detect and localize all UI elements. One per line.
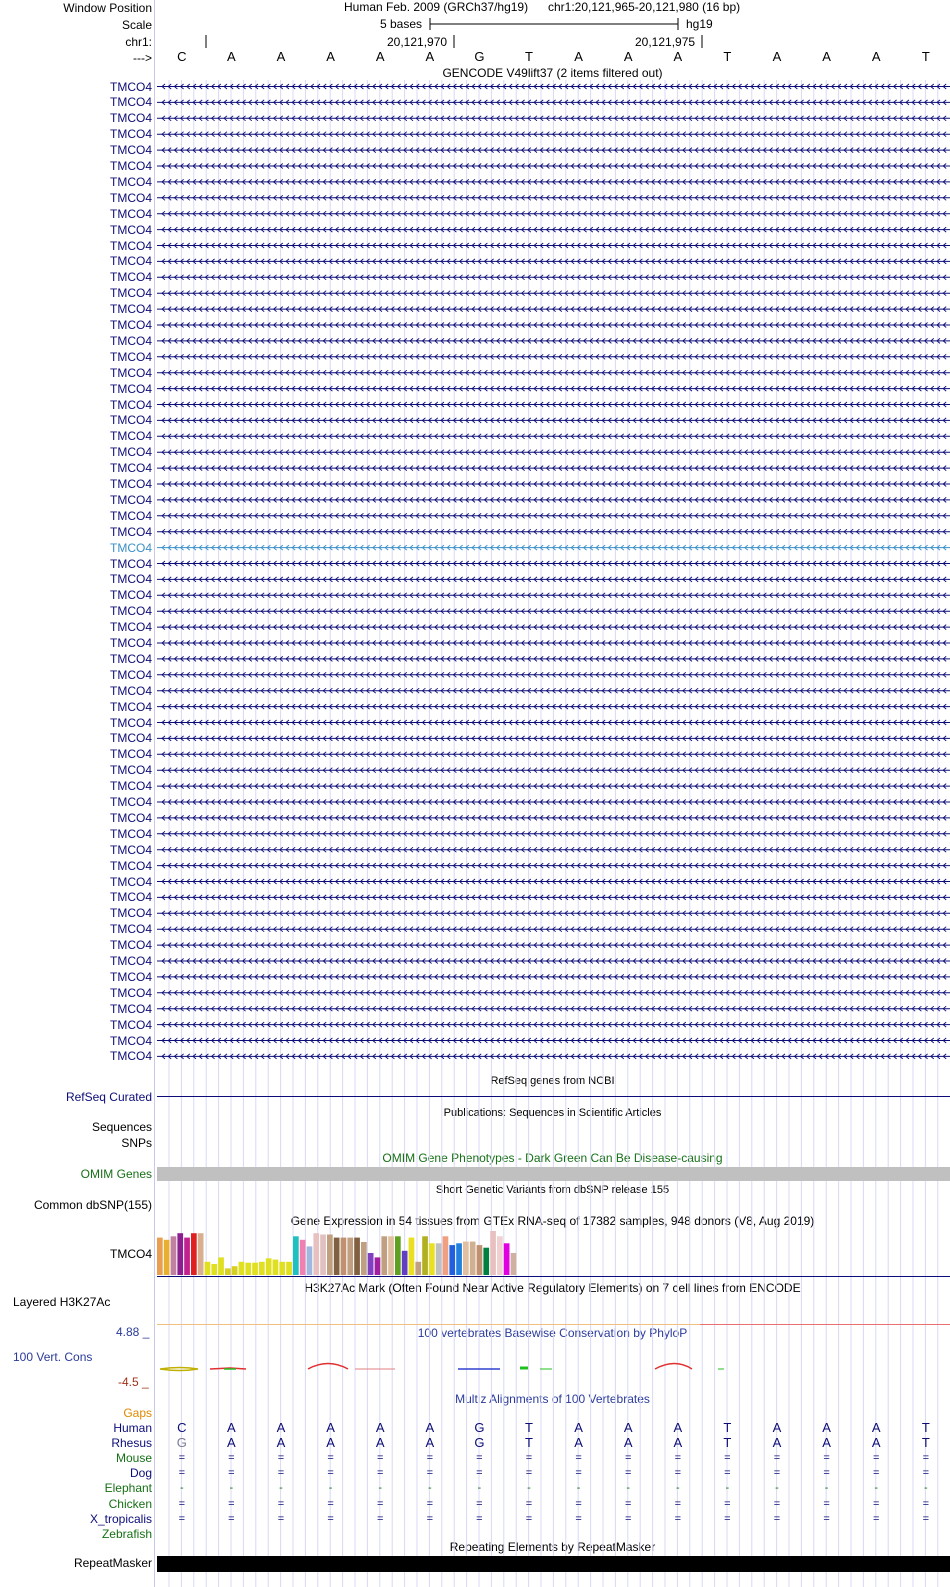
gencode-gene-label[interactable]: TMCO4: [110, 397, 152, 412]
multiz-gap-mark: -: [626, 1482, 631, 1495]
multiz-match-mark: =: [773, 1512, 781, 1525]
multiz-match-mark: =: [724, 1497, 731, 1510]
multiz-match-mark: =: [674, 1452, 682, 1465]
gencode-gene-label[interactable]: TMCO4: [110, 127, 152, 142]
assembly-text: Human Feb. 2009 (GRCh37/hg19): [344, 0, 529, 14]
multiz-base: A: [326, 1420, 335, 1435]
multiz-species-label[interactable]: X_tropicalis: [89, 1511, 152, 1526]
multiz-match-mark: =: [476, 1512, 483, 1525]
multiz-match-mark: =: [178, 1467, 186, 1480]
gencode-gene-label[interactable]: TMCO4: [110, 461, 152, 476]
multiz-match-mark: =: [525, 1452, 533, 1465]
multiz-match-mark: =: [426, 1467, 434, 1480]
dbsnp-label[interactable]: Common dbSNP(155): [33, 1198, 152, 1212]
multiz-base: G: [176, 1435, 187, 1451]
reference-base: C: [177, 49, 187, 64]
h3k27ac-label[interactable]: Layered H3K27Ac: [13, 1295, 111, 1309]
omim-label[interactable]: OMIM Genes: [80, 1167, 152, 1181]
gencode-gene-label[interactable]: TMCO4: [110, 190, 152, 205]
chrom-label: chr1:: [125, 35, 152, 49]
gencode-gene-label[interactable]: TMCO4: [110, 445, 152, 460]
multiz-gap-mark: -: [229, 1482, 234, 1495]
multiz-species-label[interactable]: Chicken: [108, 1496, 152, 1511]
gencode-gene-label[interactable]: TMCO4: [110, 524, 152, 539]
tick-label-2: 20,121,975: [635, 35, 696, 49]
multiz-base: A: [623, 1435, 633, 1451]
gencode-gene-label[interactable]: TMCO4: [110, 938, 152, 953]
multiz-species-label[interactable]: Human: [113, 1421, 152, 1435]
multiz-base: A: [673, 1435, 683, 1451]
multiz-match-mark: =: [376, 1467, 384, 1480]
reference-base: A: [673, 49, 683, 64]
multiz-base: T: [525, 1435, 533, 1451]
repeatmasker-label[interactable]: RepeatMasker: [73, 1556, 152, 1570]
multiz-gap-mark: -: [725, 1482, 730, 1495]
multiz-base: A: [227, 1435, 236, 1451]
gtex-title[interactable]: Gene Expression in 54 tissues from GTEx RNA-seq of 17382 samples, 948 donors (V8, Aug 2019): [290, 1214, 815, 1228]
reference-base: A: [623, 49, 633, 64]
gencode-gene-label[interactable]: TMCO4: [110, 667, 152, 682]
phylop-min-label: -4.5 _: [118, 1375, 149, 1389]
gencode-gene-label[interactable]: TMCO4: [110, 874, 152, 889]
gencode-gene-label[interactable]: TMCO4: [110, 731, 152, 746]
phylop-max-label: 4.88 _: [116, 1325, 150, 1339]
multiz-match-mark: =: [327, 1497, 334, 1510]
reference-base: A: [772, 49, 782, 64]
multiz-base: A: [276, 1435, 286, 1451]
multiz-species-label[interactable]: Elephant: [104, 1481, 152, 1496]
multiz-species-label[interactable]: Mouse: [115, 1451, 152, 1466]
multiz-gap-mark: -: [675, 1482, 680, 1495]
multiz-match-mark: =: [277, 1512, 285, 1525]
multiz-base: G: [474, 1420, 485, 1435]
gencode-gene-label[interactable]: TMCO4: [110, 572, 152, 587]
multiz-base: A: [772, 1420, 782, 1435]
gtex-label[interactable]: TMCO4: [110, 1247, 152, 1261]
gencode-gene-label[interactable]: TMCO4: [110, 302, 152, 317]
window-position-label: Window Position: [63, 1, 152, 15]
reference-base: T: [525, 49, 533, 64]
refseq-label[interactable]: RefSeq Curated: [65, 1090, 152, 1104]
gencode-gene-label[interactable]: TMCO4: [110, 238, 152, 253]
gencode-gene-label[interactable]: TMCO4: [110, 95, 152, 110]
gencode-gene-label[interactable]: TMCO4: [110, 699, 152, 714]
multiz-base: A: [375, 1420, 385, 1435]
multiz-gap-mark: -: [527, 1482, 531, 1495]
multiz-match-mark: =: [426, 1497, 434, 1510]
gencode-gene-label[interactable]: TMCO4: [110, 174, 152, 189]
multiz-gaps-label[interactable]: Gaps: [123, 1406, 152, 1420]
gencode-gene-label[interactable]: TMCO4: [110, 286, 152, 301]
multiz-base: T: [921, 1420, 930, 1435]
multiz-base: T: [723, 1435, 732, 1451]
scale-label: Scale: [121, 18, 152, 32]
h3k27ac-title[interactable]: H3K27Ac Mark (Often Found Near Active Regulatory Elements) on 7 cell lines from ENCODE: [304, 1281, 801, 1295]
multiz-match-mark: =: [575, 1512, 582, 1525]
reference-base: A: [871, 49, 881, 64]
gencode-gene-label[interactable]: TMCO4: [110, 540, 152, 555]
reference-base: A: [326, 49, 335, 64]
multiz-match-mark: =: [872, 1467, 880, 1480]
multiz-match-mark: =: [922, 1452, 930, 1465]
multiz-match-mark: =: [376, 1512, 384, 1525]
gencode-gene-label[interactable]: TMCO4: [110, 333, 152, 348]
multiz-gap-mark: -: [328, 1482, 333, 1495]
multiz-match-mark: =: [624, 1467, 632, 1480]
multiz-base: C: [177, 1420, 187, 1435]
multiz-match-mark: =: [327, 1467, 334, 1480]
multiz-match-mark: =: [724, 1467, 731, 1480]
multiz-match-mark: =: [922, 1467, 930, 1480]
multiz-match-mark: =: [327, 1512, 334, 1525]
multiz-match-mark: =: [823, 1512, 830, 1525]
gencode-gene-label[interactable]: TMCO4: [110, 588, 152, 603]
reference-base: A: [227, 49, 236, 64]
multiz-match-mark: =: [823, 1452, 830, 1465]
gencode-gene-label[interactable]: TMCO4: [110, 556, 152, 571]
multiz-base: A: [772, 1435, 782, 1451]
gencode-gene-label[interactable]: TMCO4: [110, 826, 152, 841]
gencode-gene-label[interactable]: TMCO4: [110, 429, 152, 444]
multiz-gap-mark: -: [824, 1482, 829, 1495]
multiz-match-mark: =: [624, 1512, 632, 1525]
multiz-gap-mark: -: [179, 1482, 184, 1495]
scale-db: hg19: [686, 17, 713, 31]
multiz-match-mark: =: [922, 1512, 930, 1525]
multiz-match-mark: =: [525, 1497, 533, 1510]
gencode-gene-label[interactable]: TMCO4: [110, 620, 152, 635]
multiz-match-mark: =: [624, 1497, 632, 1510]
gencode-gene-label[interactable]: TMCO4: [110, 810, 152, 825]
multiz-species-label[interactable]: Dog: [129, 1466, 152, 1481]
multiz-base: A: [425, 1420, 435, 1435]
multiz-match-mark: =: [228, 1467, 235, 1480]
gencode-gene-label[interactable]: TMCO4: [110, 1033, 152, 1048]
multiz-match-mark: =: [376, 1497, 384, 1510]
gencode-gene-label[interactable]: TMCO4: [110, 906, 152, 921]
multiz-match-mark: =: [525, 1467, 533, 1480]
publications-title[interactable]: Publications: Sequences in Scientific Articles: [443, 1107, 662, 1119]
gencode-gene-label[interactable]: TMCO4: [110, 381, 152, 396]
multiz-gap-mark: -: [874, 1482, 879, 1495]
multiz-match-mark: =: [823, 1497, 830, 1510]
multiz-match-mark: =: [476, 1497, 483, 1510]
multiz-base: A: [871, 1435, 881, 1451]
gencode-gene-label[interactable]: TMCO4: [110, 795, 152, 809]
gencode-gene-label[interactable]: TMCO4: [110, 683, 152, 698]
gencode-gene-label[interactable]: TMCO4: [110, 1001, 152, 1016]
gencode-gene-label[interactable]: TMCO4: [110, 508, 152, 523]
multiz-match-mark: =: [376, 1452, 384, 1465]
gencode-gene-label[interactable]: TMCO4: [110, 492, 152, 507]
multiz-match-mark: =: [327, 1452, 334, 1465]
multiz-match-mark: =: [724, 1512, 731, 1525]
multiz-match-mark: =: [228, 1497, 235, 1510]
multiz-match-mark: =: [922, 1497, 930, 1510]
refseq-title[interactable]: RefSeq genes from NCBI: [490, 1075, 615, 1087]
multiz-base: A: [822, 1435, 831, 1451]
multiz-base: A: [574, 1420, 583, 1435]
phylop-label[interactable]: 100 Vert. Cons: [13, 1350, 93, 1364]
gencode-gene-label[interactable]: TMCO4: [110, 270, 152, 285]
multiz-base: A: [375, 1435, 385, 1451]
multiz-match-mark: =: [476, 1452, 483, 1465]
multiz-match-mark: =: [525, 1512, 533, 1525]
gencode-gene-label[interactable]: TMCO4: [110, 985, 152, 1000]
multiz-match-mark: =: [178, 1512, 186, 1525]
reference-base: A: [276, 49, 286, 64]
gencode-gene-label[interactable]: TMCO4: [110, 969, 152, 984]
multiz-species-label[interactable]: Rhesus: [111, 1436, 152, 1451]
multiz-match-mark: =: [277, 1497, 285, 1510]
multiz-base: A: [425, 1435, 435, 1451]
multiz-base: T: [525, 1420, 533, 1435]
scale-text: 5 bases: [380, 17, 423, 31]
gencode-gene-label[interactable]: TMCO4: [110, 858, 152, 873]
multiz-match-mark: =: [277, 1452, 285, 1465]
multiz-match-mark: =: [426, 1452, 434, 1465]
gencode-gene-label[interactable]: TMCO4: [110, 413, 152, 428]
reference-base: A: [425, 49, 435, 64]
multiz-gap-mark: -: [477, 1482, 482, 1495]
gencode-gene-label[interactable]: TMCO4: [110, 79, 152, 94]
multiz-base: A: [673, 1420, 683, 1435]
gencode-gene-label[interactable]: TMCO4: [110, 636, 152, 650]
gencode-gene-label[interactable]: TMCO4: [110, 206, 152, 221]
gencode-gene-label[interactable]: TMCO4: [110, 365, 152, 380]
gencode-gene-label[interactable]: TMCO4: [110, 890, 152, 905]
multiz-match-mark: =: [674, 1512, 682, 1525]
multiz-base: A: [574, 1435, 583, 1451]
gencode-gene-label[interactable]: TMCO4: [110, 604, 152, 619]
multiz-match-mark: =: [178, 1452, 186, 1465]
reference-base: A: [574, 49, 583, 64]
gencode-gene-label[interactable]: TMCO4: [110, 254, 152, 269]
multiz-gap-mark: -: [923, 1482, 928, 1495]
multiz-match-mark: =: [872, 1497, 880, 1510]
gencode-gene-label[interactable]: TMCO4: [110, 143, 152, 158]
omim-title[interactable]: OMIM Gene Phenotypes - Dark Green Can Be Disease-causing: [382, 1151, 723, 1165]
gencode-gene-label[interactable]: TMCO4: [110, 222, 152, 237]
multiz-match-mark: =: [674, 1497, 682, 1510]
gencode-gene-label[interactable]: TMCO4: [110, 159, 152, 173]
gencode-gene-label[interactable]: TMCO4: [110, 779, 152, 794]
publications-label-sequences[interactable]: Sequences: [91, 1120, 152, 1134]
multiz-base: A: [227, 1420, 236, 1435]
reference-base: T: [921, 49, 930, 64]
multiz-match-mark: =: [872, 1452, 880, 1465]
multiz-base: G: [474, 1435, 485, 1451]
multiz-match-mark: =: [674, 1467, 682, 1480]
multiz-match-mark: =: [575, 1452, 582, 1465]
dbsnp-title[interactable]: Short Genetic Variants from dbSNP release 155: [435, 1184, 670, 1196]
gencode-gene-label[interactable]: TMCO4: [110, 747, 152, 762]
phylop-title[interactable]: 100 vertebrates Basewise Conservation by PhyloP: [417, 1326, 688, 1340]
multiz-base: A: [871, 1420, 881, 1435]
reference-base: G: [474, 49, 485, 64]
multiz-gap-mark: -: [378, 1482, 383, 1495]
multiz-match-mark: =: [823, 1467, 830, 1480]
multiz-match-mark: =: [476, 1467, 483, 1480]
multiz-gap-mark: -: [775, 1482, 779, 1495]
gencode-title[interactable]: GENCODE V49lift37 (2 items filtered out): [442, 66, 663, 80]
gencode-gene-label[interactable]: TMCO4: [110, 922, 152, 937]
tick-label-1: 20,121,970: [387, 35, 448, 49]
gencode-gene-label[interactable]: TMCO4: [110, 111, 152, 126]
multiz-gap-mark: -: [576, 1482, 581, 1495]
publications-label-snps[interactable]: SNPs: [121, 1136, 152, 1150]
multiz-match-mark: =: [178, 1497, 186, 1510]
multiz-gap-mark: -: [279, 1482, 283, 1495]
multiz-match-mark: =: [773, 1467, 781, 1480]
gencode-gene-label[interactable]: TMCO4: [110, 477, 152, 491]
multiz-title[interactable]: Multiz Alignments of 100 Vertebrates: [455, 1392, 650, 1406]
reference-base: T: [723, 49, 732, 64]
multiz-base: A: [276, 1420, 286, 1435]
gencode-gene-label[interactable]: TMCO4: [110, 651, 152, 666]
reference-base: A: [822, 49, 831, 64]
gencode-gene-label[interactable]: TMCO4: [110, 1049, 152, 1064]
position-text: chr1:20,121,965-20,121,980 (16 bp): [548, 0, 741, 14]
repeatmasker-title[interactable]: Repeating Elements by RepeatMasker: [449, 1540, 656, 1554]
gencode-gene-label[interactable]: TMCO4: [110, 954, 152, 968]
gencode-gene-label[interactable]: TMCO4: [110, 763, 152, 778]
multiz-match-mark: =: [773, 1452, 781, 1465]
multiz-match-mark: =: [773, 1497, 781, 1510]
gencode-gene-label[interactable]: TMCO4: [110, 349, 152, 364]
multiz-match-mark: =: [228, 1452, 235, 1465]
strand-label: --->: [133, 51, 152, 65]
multiz-base: T: [921, 1435, 930, 1451]
multiz-match-mark: =: [575, 1497, 582, 1510]
multiz-match-mark: =: [228, 1512, 235, 1525]
multiz-match-mark: =: [624, 1452, 632, 1465]
gencode-gene-label[interactable]: TMCO4: [110, 318, 152, 332]
multiz-match-mark: =: [872, 1512, 880, 1525]
multiz-match-mark: =: [426, 1512, 434, 1525]
reference-base: A: [375, 49, 385, 64]
gencode-gene-label[interactable]: TMCO4: [110, 715, 152, 730]
gencode-gene-label[interactable]: TMCO4: [110, 1017, 152, 1032]
multiz-base: T: [723, 1420, 732, 1435]
multiz-match-mark: =: [575, 1467, 582, 1480]
multiz-match-mark: =: [724, 1452, 731, 1465]
multiz-base: A: [822, 1420, 831, 1435]
multiz-base: A: [623, 1420, 633, 1435]
multiz-base: A: [326, 1435, 335, 1451]
gencode-gene-label[interactable]: TMCO4: [110, 842, 152, 857]
multiz-match-mark: =: [277, 1467, 285, 1480]
multiz-species-label[interactable]: Zebrafish: [101, 1526, 152, 1541]
multiz-gap-mark: -: [427, 1482, 432, 1495]
